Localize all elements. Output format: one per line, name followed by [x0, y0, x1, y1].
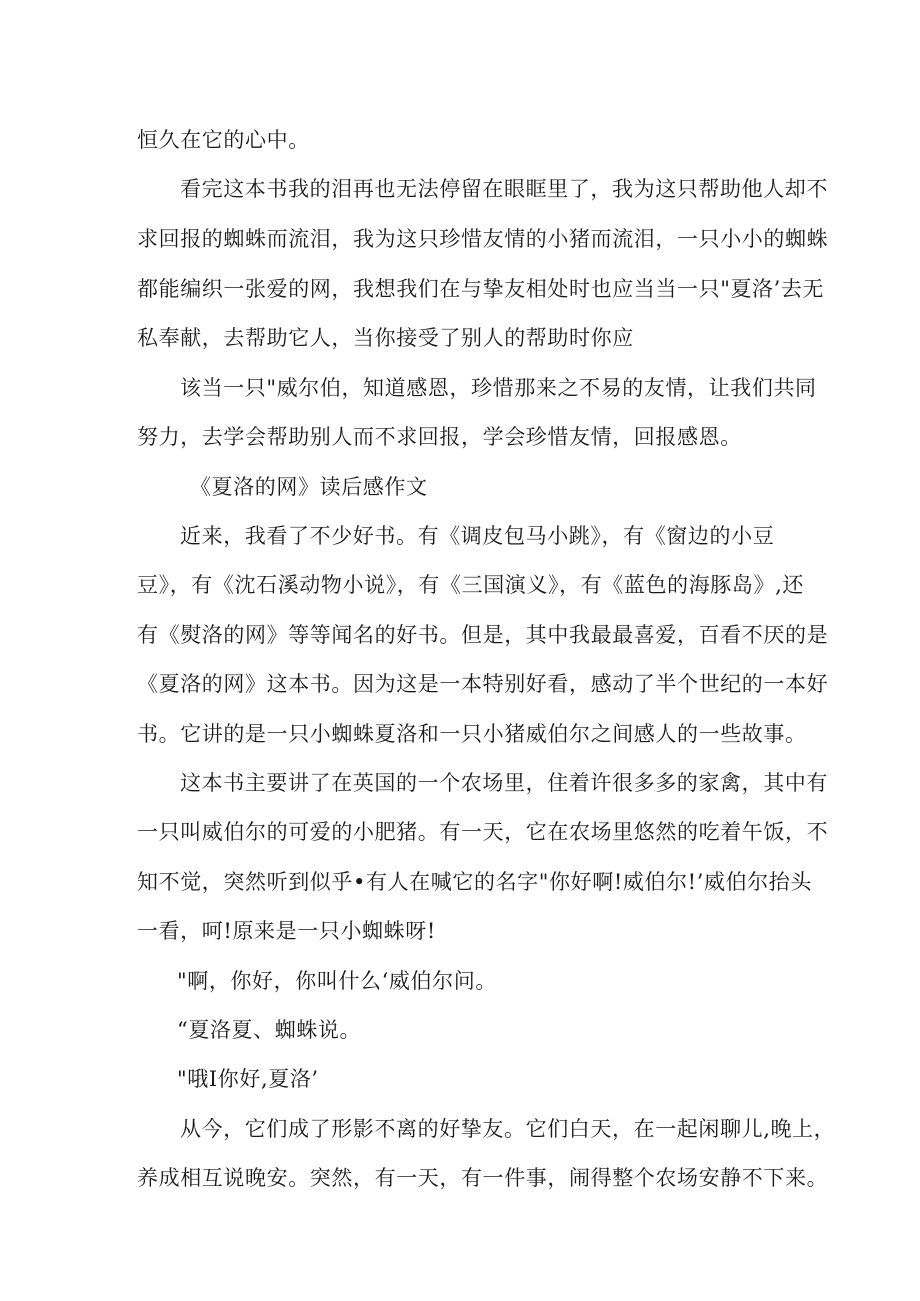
- paragraph-line: 都能编织一张爱的网，我想我们在与挚友相处时也应当当一只"夏洛’去无: [137, 277, 825, 301]
- paragraph-line: 养成相互说晚安。突然，有一天，有一件事，闹得整个农场安静不下来。: [137, 1166, 829, 1190]
- paragraph-line: 近来，我看了不少好书。有《调皮包马小跳》，有《窗边的小豆: [180, 524, 775, 548]
- paragraph-line: 有《熨洛的网》等等闻名的好书。但是，其中我最最喜爱，百看不厌的是: [137, 623, 829, 647]
- paragraph-line: 书。它讲的是一只小蜘蛛夏洛和一只小猪威伯尔之间感人的一些故事。: [137, 722, 807, 746]
- paragraph-line: 努力，去学会帮助别人而不求回报，学会珍惜友情，回报感恩。: [137, 425, 742, 449]
- paragraph-line: 知不觉，突然听到似乎•有人在喊它的名字"你好啊!威伯尔!’威伯尔抬头: [137, 870, 812, 894]
- dialogue-line: "啊，你好，你叫什么‘威伯尔问。: [177, 969, 497, 993]
- paragraph-line: 这本书主要讲了在英国的一个农场里，住着许很多多的家禽，其中有: [180, 771, 828, 795]
- paragraph-line: 该当一只"威尔伯，知道感恩，珍惜那来之不易的友情，让我们共同: [180, 376, 817, 400]
- paragraph-line: 《夏洛的网》这本书。因为这是一本特别好看，感动了半个世纪的一本好: [137, 672, 829, 696]
- paragraph-line: 恒久在它的心中。: [137, 128, 310, 152]
- paragraph-line: 看完这本书我的泪再也无法停留在眼眶里了，我为这只帮助他人却不: [180, 177, 828, 201]
- paragraph-line: 一看，呵!原来是一只小蜘蛛呀!: [137, 919, 436, 943]
- dialogue-line: “夏洛夏、蜘蛛说。: [177, 1018, 362, 1042]
- paragraph-line: 从今，它们成了形影不离的好挚友。它们白天，在一起闲聊儿,晚上，: [180, 1117, 836, 1141]
- section-title: 《夏洛的网》读后感作文: [190, 475, 428, 499]
- paragraph-line: 一只叫威伯尔的可爱的小肥猪。有一天，它在农场里悠然的吃着午饭，不: [137, 820, 829, 844]
- paragraph-line: 求回报的蜘蛛而流泪，我为这只珍惜友情的小猪而流泪，一只小小的蜘蛛: [137, 227, 829, 251]
- paragraph-line: 私奉献，去帮助它人，当你接受了别人的帮助时你应: [137, 326, 634, 350]
- paragraph-line: 豆》，有《沈石溪动物小说》，有《三国演义》，有《蓝色的海豚岛》,还: [137, 573, 804, 597]
- dialogue-line: "哦I你好,夏洛’: [177, 1067, 319, 1091]
